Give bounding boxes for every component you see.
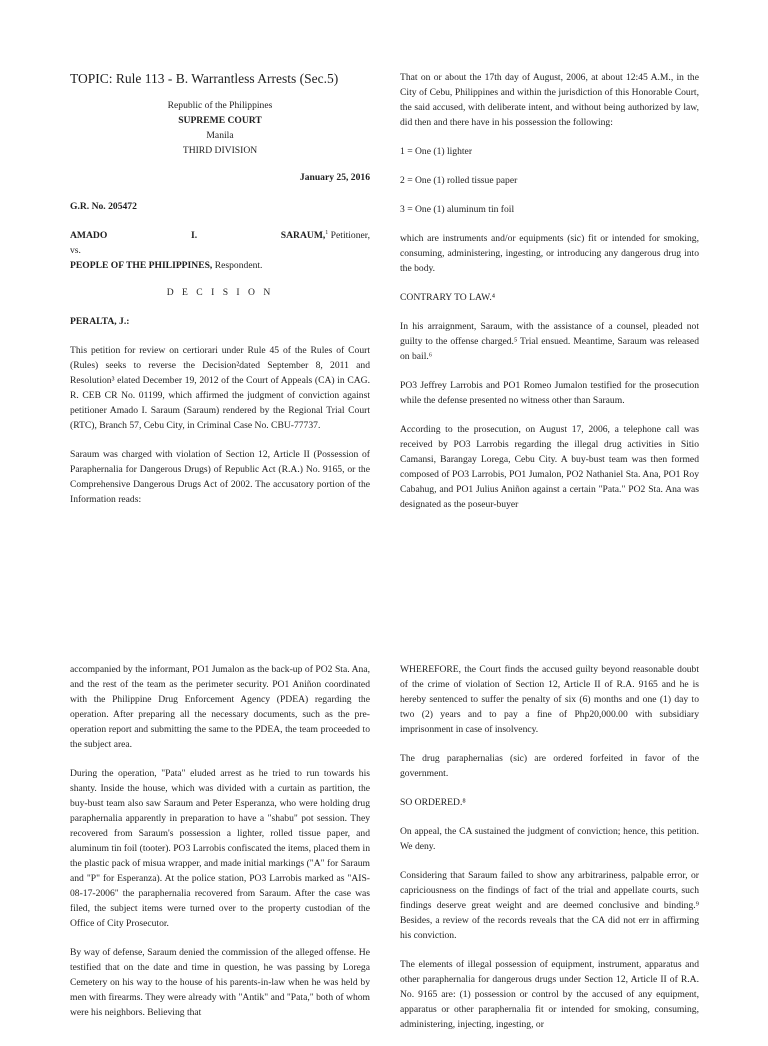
header-division: THIRD DIVISION [182,145,258,156]
paragraph: WHEREFORE, the Court finds the accused guilty beyond reasonable doubt of the crime of violation of Section 12, Article II of R.A. 9165 and he is hereby sentenced to suffer the penalty of six (6) months and one (1) day to two (2) years and to pay a fine of Php20,000.00 with subsidiary imprisonment in case of insolvency. [400,664,699,735]
paragraph: By way of defense, Saraum denied the commission of the alleged offense. He testified that on the date and time in question, he was passing by Lorega Cemetery on his way to the house of his parents-in-law when he was held by men with firearms. They were already with "Antik" and "Pata," both of whom were his neighbors. Believing that [70,947,370,1018]
petitioner-middle-initial: I. [190,230,198,241]
gr-number: G.R. No. 205472 [70,201,137,212]
list-item: 1 = One (1) lighter [400,146,473,157]
petitioner-line [70,228,370,243]
paragraph: accompanied by the informant, PO1 Jumalon as the back-up of PO2 Sta. Ana, and the rest of the team as the perimeter security. PO1 Aniñon coordinated with the Philippine Drug Enforcement Agency (PDEA) regarding the operation. After preparing all the necessary documents, such as the pre-operation report and submitting the same to the PDEA, the team proceeded to the subject area. [70,664,370,750]
header-city: Manila [206,130,234,141]
ponente: PERALTA, J.: [70,316,130,327]
versus: vs. [70,245,81,256]
left-column-bottom [70,662,370,1034]
so-ordered: SO ORDERED.⁸ [400,797,466,808]
right-column-top [400,70,699,526]
paragraph: During the operation, "Pata" eluded arrest as he tried to run towards his shanty. Inside the house, which was divided with a curtain as partition, the buy-bust team also saw Saraum and Peter Esperanza, who were holding drug paraphernalia apparently in preparation to have a "shabu" pot session. They recovered from Saraum's possession a lighter, rolled tissue paper, and aluminum tin foil (tooter). PO3 Larrobis confiscated the items, placed them in the plastic pack of misua wrapper, and made initial markings ("A" for Saraum and "P" for Esperanza). At the police station, PO3 Larrobis marked as "AIS-08-17-2006" the paraphernalia recovered from Saraum. After the case was filed, the subject items were turned over to the property custodian of the Office of City Prosecutor. [70,768,370,929]
paragraph: Considering that Saraum failed to show any arbitrariness, palpable error, or capriciousness on the findings of fact of the trial and appellate courts, such findings deserve great weight and are deemed conclusive and binding.⁹ Besides, a review of the records reveals that the CA did not err in affirming his conviction. [400,870,699,941]
paragraph: which are instruments and/or equipments (sic) fit or intended for smoking, consuming, administering, ingesting, or introducing any dangerous drug into the body. [400,233,699,274]
respondent-name: PEOPLE OF THE PHILIPPINES, [70,260,213,271]
left-column-top [70,70,370,521]
header-republic: Republic of the Philippines [167,100,273,111]
petitioner-first-name: AMADO [70,230,108,241]
paragraph: Saraum was charged with violation of Section 12, Article II (Possession of Paraphernalia for Dangerous Drugs) of Republic Act (R.A.) No. 9165, or the Comprehensive Dangerous Drugs Act of 2002. The accusatory portion of the Information reads: [70,449,370,505]
page-bottom [0,650,768,1030]
paragraph: This petition for review on certiorari under Rule 45 of the Rules of Court (Rules) seeks to reverse the Decision²dated September 8, 2011 and Resolution³ elated December 19, 2012 of the Court of Appeals (CA) in CAG. R. CEB CR No. 01199, which affirmed the judgment of conviction against petitioner Amado I. Saraum (Saraum) rendered by the Regional Trial Court (RTC), Branch 57, Cebu City, in Criminal Case No. CBU-77737. [70,345,370,431]
decision-date: January 25, 2016 [299,172,370,183]
paragraph: The elements of illegal possession of equipment, instrument, apparatus and other paraphernalia for dangerous drugs under Section 12, Article II of R.A. No. 9165 are: (1) possession or control by the accused of any equipment, apparatus or other paraphernalia fit or intended for smoking, consuming, administering, injecting, ingesting, or [400,959,699,1030]
petitioner-role: Petitioner, [328,230,370,241]
respondent-role: Respondent. [212,260,263,271]
header-court: SUPREME COURT [178,115,262,126]
paragraph: PO3 Jeffrey Larrobis and PO1 Romeo Jumalon testified for the prosecution while the defense presented no witness other than Saraum. [400,380,699,406]
decision-heading: D E C I S I O N [166,287,274,298]
list-item: 3 = One (1) aluminum tin foil [400,204,515,215]
contrary-to-law: CONTRARY TO LAW.⁴ [400,292,496,303]
paragraph: According to the prosecution, on August 17, 2006, a telephone call was received by PO3 Larrobis regarding the illegal drug activities in Sitio Camansi, Barangay Lorega, Cebu City. A buy-bust team was then formed composed of PO3 Larrobis, PO1 Jumalon, PO2 Nathaniel Sta. Ana, PO1 Roy Cabahug, and PO1 Julius Aniñon against a certain "Pata." PO2 Sta. Ana was designated as the poseur-buyer [400,424,699,510]
petitioner-surname: SARAUM, [280,230,326,241]
paragraph: In his arraignment, Saraum, with the assistance of a counsel, pleaded not guilty to the offense charged.⁵ Trial ensued. Meantime, Saraum was released on bail.⁶ [400,321,699,362]
list-item: 2 = One (1) rolled tissue paper [400,175,518,186]
paragraph: That on or about the 17th day of August, 2006, at about 12:45 A.M., in the City of Cebu, Philippines and within the jurisdiction of this Honorable Court, the said accused, with deliberate intent, and without being authorized by law, did then and there have in his possession the following: [400,72,699,128]
paragraph: On appeal, the CA sustained the judgment of conviction; hence, this petition. We deny. [400,826,699,852]
topic-title: TOPIC: Rule 113 - B. Warrantless Arrests (Sec.5) [70,71,339,86]
right-column-bottom [400,662,699,1046]
paragraph: The drug paraphernalias (sic) are ordered forfeited in favor of the government. [400,753,699,779]
footnote-marker: 1 [325,229,329,236]
respondent-line [70,258,370,273]
